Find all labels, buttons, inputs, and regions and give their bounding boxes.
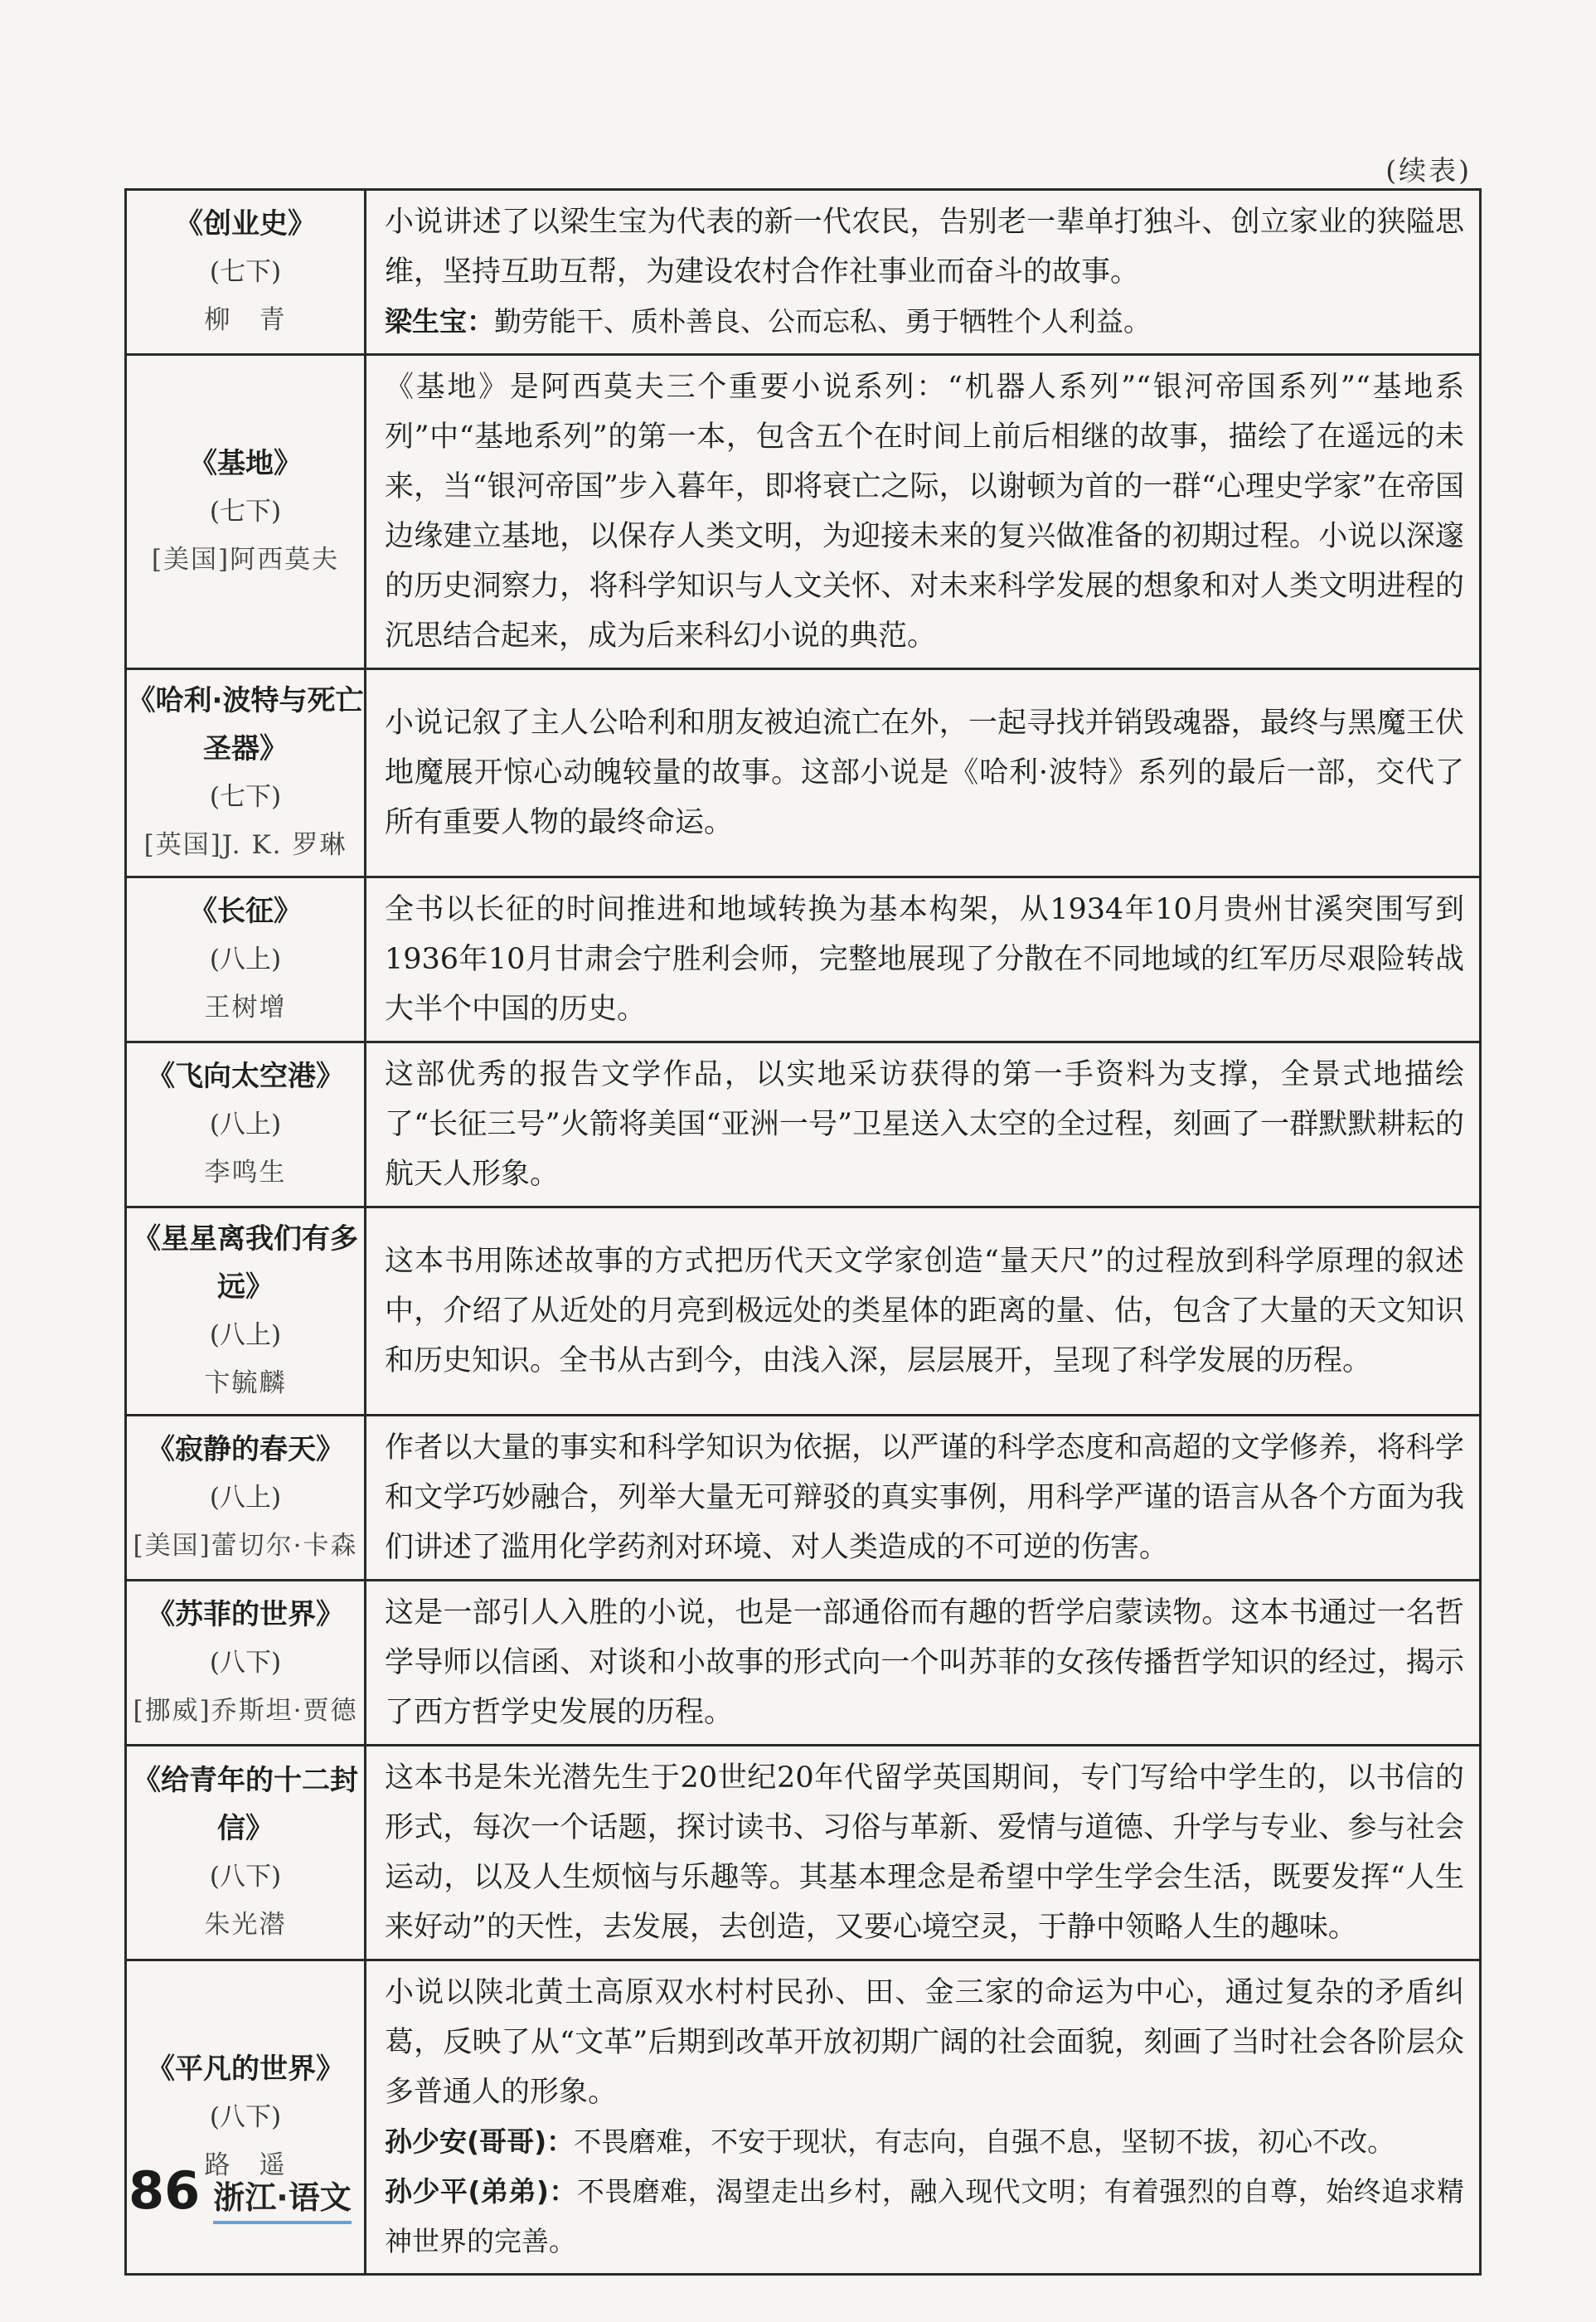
book-grade: (八下) <box>209 1648 282 1678</box>
book-description-cell <box>366 669 1481 877</box>
book-title: 《星星离我们有多远》 <box>133 1222 358 1304</box>
book-description-cell <box>366 877 1481 1042</box>
character-name: 梁生宝： <box>385 305 494 338</box>
book-description: 这部优秀的报告文学作品，以实地采访获得的第一手资料为支撑，全景式地描绘了“长征三号”火箭将美国“亚洲一号”卫星送入太空的全过程，刻画了一群默默耕耘的航天人形象。 <box>385 1058 1464 1191</box>
character-note <box>385 2117 1464 2167</box>
book-author: [美国]蕾切尔·卡森 <box>133 1531 358 1561</box>
character-note <box>385 297 1464 347</box>
character-name: 孙少安(哥哥)： <box>385 2125 575 2158</box>
book-description-cell <box>366 1416 1481 1581</box>
book-row <box>126 1207 1481 1416</box>
book-description-cell <box>366 355 1481 669</box>
book-description-cell <box>366 1042 1481 1207</box>
book-info-cell <box>126 669 366 877</box>
book-description: 这本书用陈述故事的方式把历代天文学家创造“量天尺”的过程放到科学原理的叙述中，介绍了从近处的月亮到极远处的类星体的距离的量、估，包含了大量的天文知识和历史知识。全书从古到今，由浅入深，层层展开，呈现了科学发展的历程。 <box>385 1245 1464 1377</box>
book-description-cell <box>366 190 1481 355</box>
book-author: 王树增 <box>204 993 287 1023</box>
book-description-cell <box>366 1581 1481 1746</box>
character-name: 孙少平(弟弟)： <box>385 2175 577 2208</box>
book-grade: (八下) <box>209 2102 282 2132</box>
book-title: 《哈利·波特与死亡圣器》 <box>127 684 364 765</box>
book-description: 小说讲述了以梁生宝为代表的新一代农民，告别老一辈单打独斗、创立家业的狭隘思维，坚持互助互帮，为建设农村合作社事业而奋斗的故事。 <box>385 206 1464 289</box>
book-title: 《平凡的世界》 <box>147 2052 344 2086</box>
book-author: [英国]J. K. 罗琳 <box>143 830 347 860</box>
book-row <box>126 877 1481 1042</box>
book-title: 《给青年的十二封信》 <box>133 1764 358 1845</box>
book-description: 这是一部引人入胜的小说，也是一部通俗而有趣的哲学启蒙读物。这本书通过一名哲学导师以信函、对谈和小故事的形式向一个叫苏菲的女孩传播哲学知识的经过，揭示了西方哲学史发展的历程。 <box>385 1596 1464 1729</box>
book-grade: (八上) <box>209 1110 282 1139</box>
book-description-cell <box>366 1207 1481 1416</box>
book-row <box>126 355 1481 669</box>
book-row <box>126 1746 1481 1960</box>
book-info-cell <box>126 1581 366 1746</box>
book-grade: (七下) <box>209 782 282 812</box>
book-info-cell <box>126 1960 366 2275</box>
book-author: [美国]阿西莫夫 <box>151 545 340 575</box>
character-traits: 不畏磨难，渴望走出乡村，融入现代文明；有着强烈的自尊，始终追求精神世界的完善。 <box>385 2175 1464 2257</box>
book-description: 全书以长征的时间推进和地域转换为基本构架，从1934年10月贵州甘溪突围写到1936年10月甘肃会宁胜利会师，完整地展现了分散在不同地域的红军历尽艰险转战大半个中国的历史。 <box>385 893 1464 1026</box>
book-title: 《创业史》 <box>175 207 316 240</box>
book-description: 《基地》是阿西莫夫三个重要小说系列：“机器人系列”“银河帝国系列”“基地系列”中“基地系列”的第一本，包含五个在时间上前后相继的故事，描绘了在遥远的未来，当“银河帝国”步入暮年，即将衰亡之际，以谢顿为首的一群“心理史学家”在帝国边缘建立基地，以保存人类文明，为迎接未来的复兴做准备的初期过程。小说以深邃的历史洞察力，将科学知识与人文关怀、对未来科学发展的想象和对人类文明进程的沉思结合起来，成为后来科幻小说的典范。 <box>385 371 1464 653</box>
book-description: 作者以大量的事实和科学知识为依据，以严谨的科学态度和高超的文学修养，将科学和文学巧妙融合，列举大量无可辩驳的真实事例，用科学严谨的语言从各个方面为我们讲述了滥用化学药剂对环境、对人类造成的不可逆的伤害。 <box>385 1431 1464 1564</box>
book-grade: (八上) <box>209 1483 282 1513</box>
book-row <box>126 669 1481 877</box>
book-author: [挪威]乔斯坦·贾德 <box>133 1696 358 1726</box>
book-author: 路 遥 <box>204 2150 287 2180</box>
reading-list-table <box>124 188 1482 2276</box>
book-author: 李鸣生 <box>204 1158 287 1188</box>
book-grade: (七下) <box>209 257 282 287</box>
page-number: 86 <box>129 2160 201 2221</box>
book-row <box>126 1416 1481 1581</box>
book-title: 《长征》 <box>189 895 302 928</box>
book-info-cell <box>126 1207 366 1416</box>
book-info-cell <box>126 190 366 355</box>
book-grade: (八上) <box>209 1320 282 1350</box>
book-title: 《基地》 <box>189 447 302 480</box>
character-traits: 勤劳能干、质朴善良、公而忘私、勇于牺牲个人利益。 <box>494 305 1151 338</box>
book-description: 小说记叙了主人公哈利和朋友被迫流亡在外，一起寻找并销毁魂器，最终与黑魔王伏地魔展开惊心动魄较量的故事。这部小说是《哈利·波特》系列的最后一部，交代了所有重要人物的最终命运。 <box>385 707 1464 839</box>
page-footer <box>129 2160 352 2224</box>
book-title: 《苏菲的世界》 <box>147 1598 344 1631</box>
book-grade: (七下) <box>209 497 282 527</box>
book-row <box>126 1960 1481 2275</box>
book-info-cell <box>126 1746 366 1960</box>
book-title: 《飞向太空港》 <box>147 1060 344 1093</box>
book-description: 小说以陕北黄土高原双水村村民孙、田、金三家的命运为中心，通过复杂的矛盾纠葛，反映了从“文革”后期到改革开放初期广阔的社会面貌，刻画了当时社会各阶层众多普通人的形象。 <box>385 1976 1464 2109</box>
book-author: 卞毓麟 <box>204 1368 287 1398</box>
book-grade: (八下) <box>209 1862 282 1892</box>
book-description: 这本书是朱光潜先生于20世纪20年代留学英国期间，专门写给中学生的，以书信的形式，每次一个话题，探讨读书、习俗与革新、爱情与道德、升学与专业、参与社会运动，以及人生烦恼与乐趣等。其基本理念是希望中学生学会生活，既要发挥“人生来好动”的天性，去发展，去创造，又要心境空灵，于静中领略人生的趣味。 <box>385 1761 1464 1944</box>
book-author: 朱光潜 <box>204 1910 287 1940</box>
book-row <box>126 1581 1481 1746</box>
book-info-cell <box>126 877 366 1042</box>
book-row <box>126 1042 1481 1207</box>
book-row <box>126 190 1481 355</box>
character-note <box>385 2167 1464 2266</box>
character-traits: 不畏磨难，不安于现状，有志向，自强不息，坚韧不拔，初心不改。 <box>574 2125 1395 2158</box>
book-author: 柳 青 <box>204 305 287 335</box>
book-info-cell <box>126 1416 366 1581</box>
book-info-cell <box>126 1042 366 1207</box>
book-grade: (八上) <box>209 945 282 974</box>
book-title: 《寂静的春天》 <box>147 1433 344 1466</box>
book-description-cell <box>366 1960 1481 2275</box>
book-info-cell <box>126 355 366 669</box>
edition-label: 浙江·语文 <box>213 2172 351 2224</box>
book-description-cell <box>366 1746 1481 1960</box>
continuation-label: (续表) <box>1385 154 1472 187</box>
